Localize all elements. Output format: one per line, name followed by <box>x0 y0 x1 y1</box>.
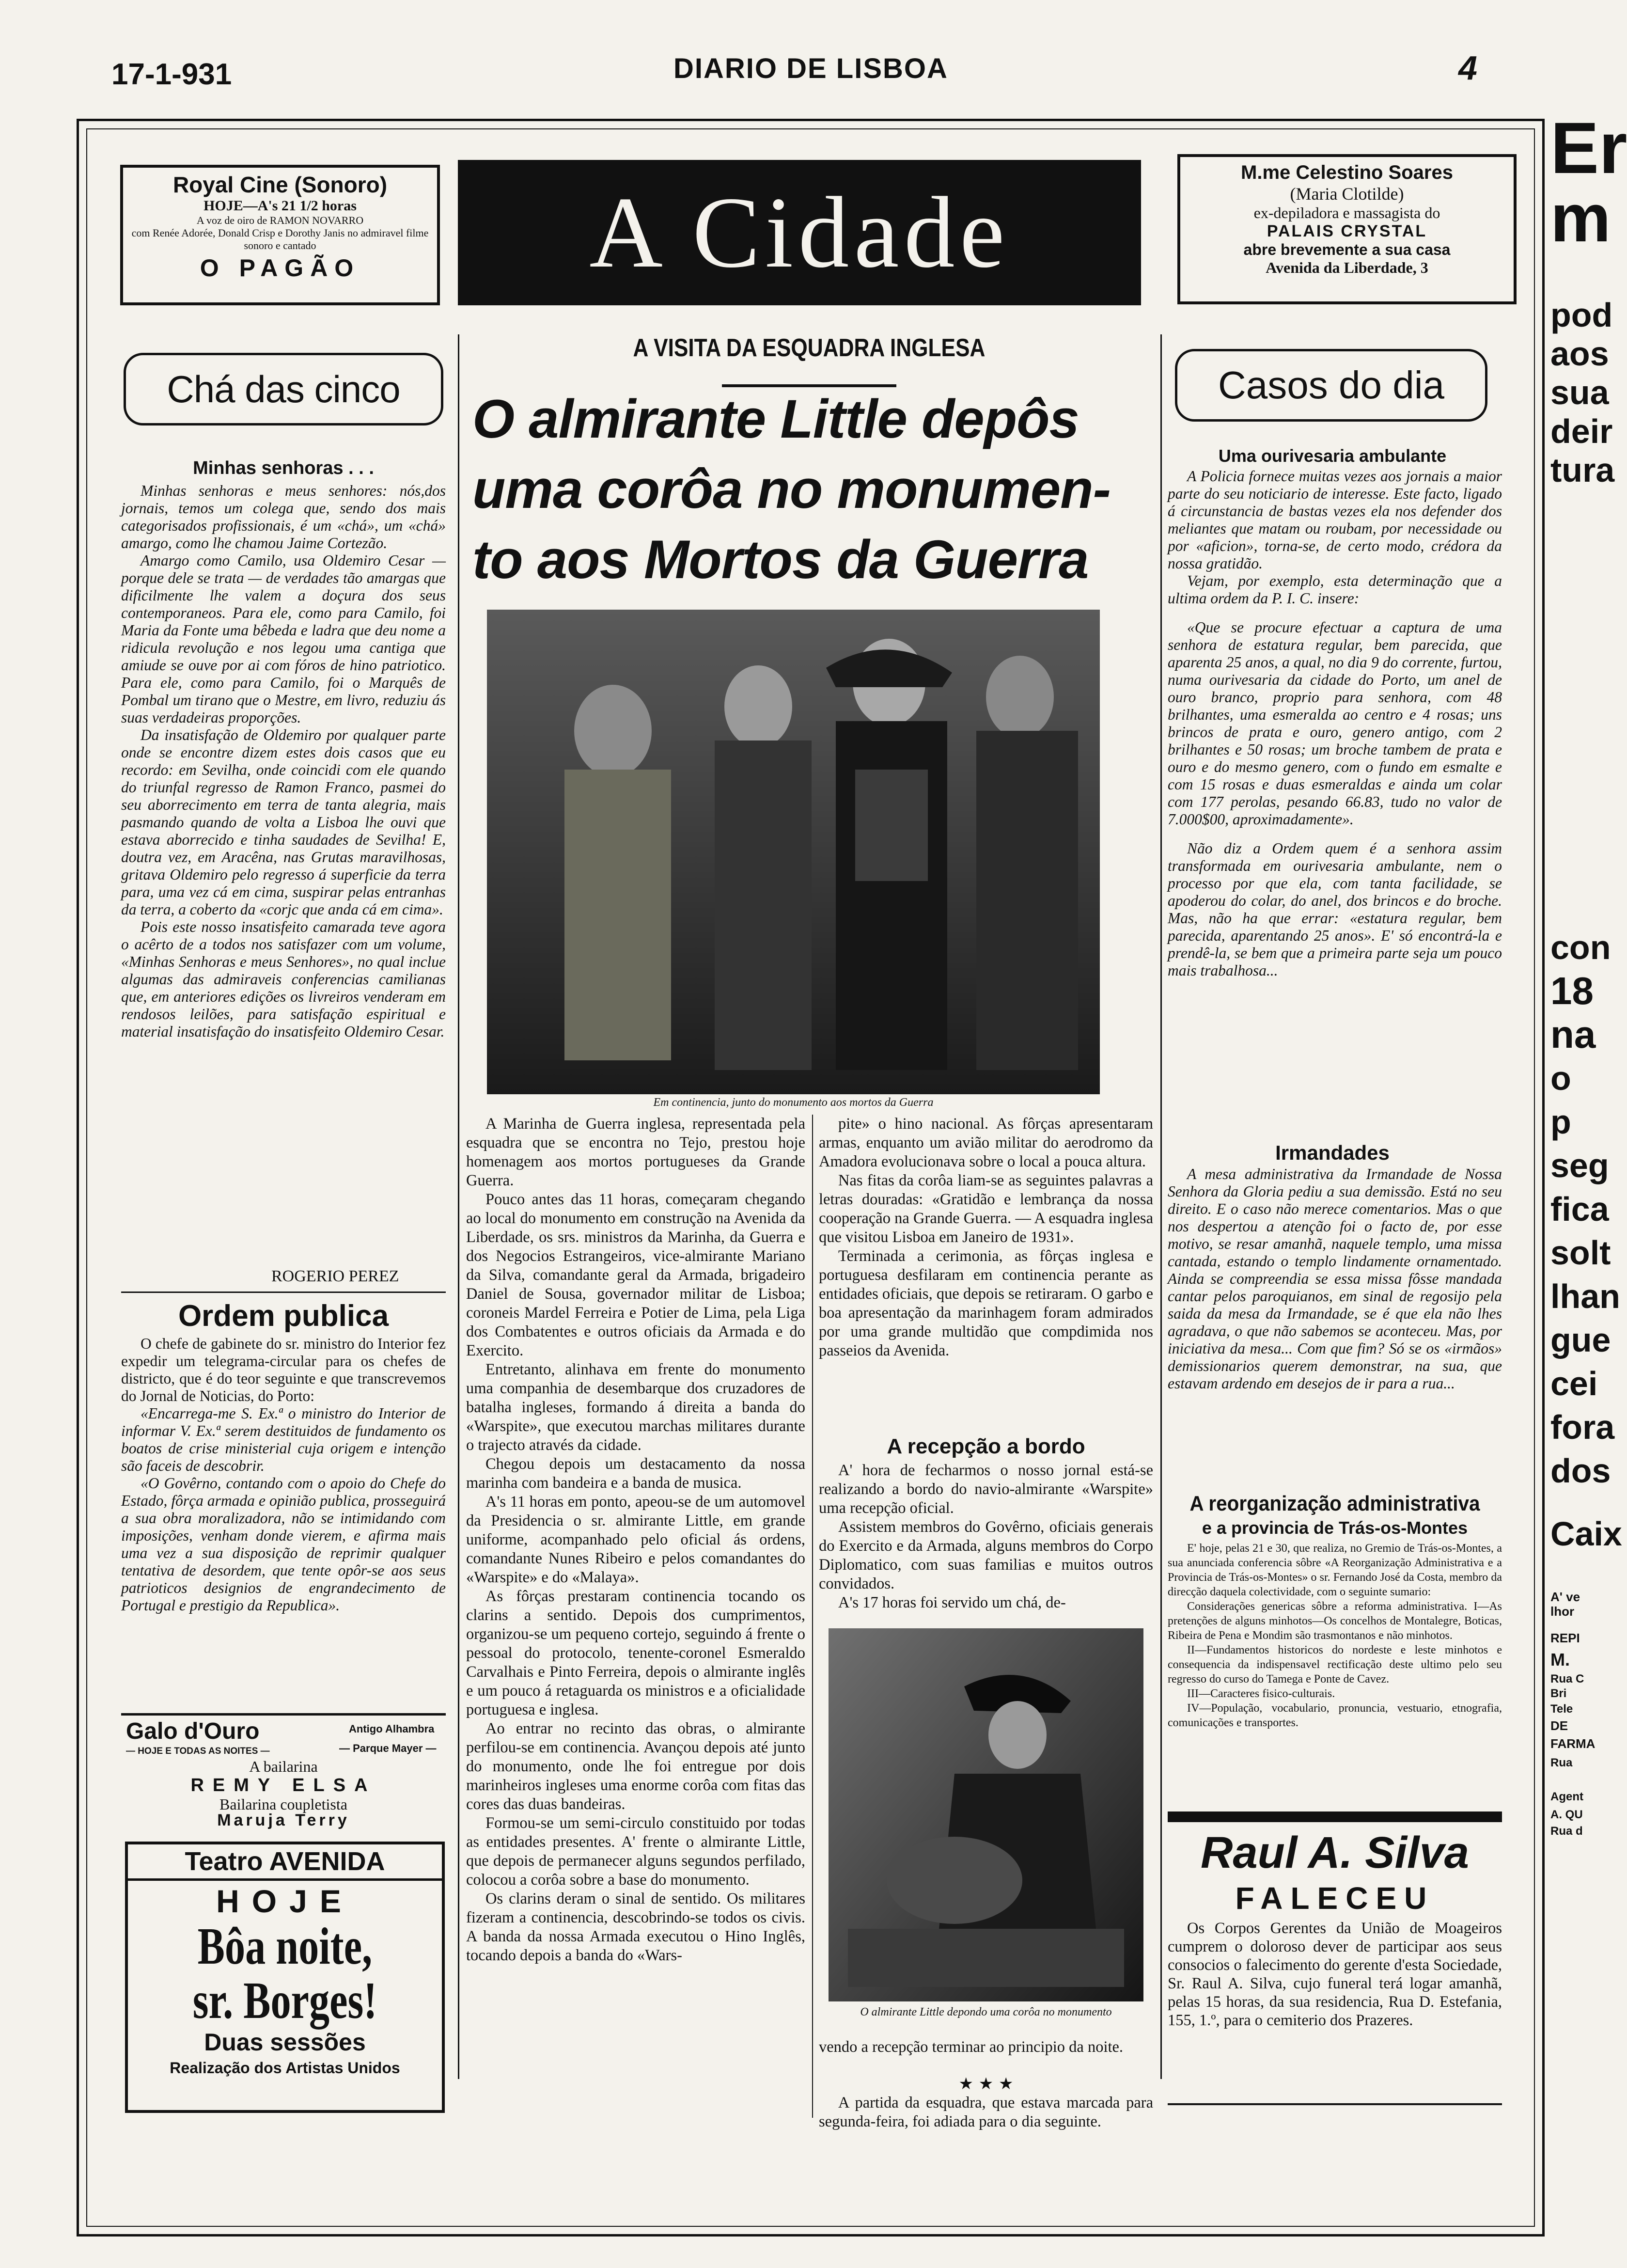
irmandades-paragraph: A mesa administrativa da Irmandade de Nossa Senhora da Gloria pediu a sua demissão. Está no seu direito. E o caso não merece comentarios. Mas o que nos despertou a atenção foi o facto de, por esse motivo, se resar amanhã, naquele templo, uma missa cantada, estando o templo lindamente ornamentado. Ainda se compreendia se essa missa fôsse mandada cantar pelos paroquianos, em sinal de regosijo pela saida da mesa da Irmandade, se é que ela não lhes agradava, o que não sabemos se aconteceu. Mas, por iniciativa da mesa... Com que fim? Só se os «irmãos» demissionarios querem demonstrar, na sua, que estavam ardendo em desejos de ir para a rua... <box>1168 1166 1502 1392</box>
cha-paragraph: Da insatisfação de Oldemiro por qualquer parte onde se encontre dizem estes dois casos que eu recordo: em Sevilha, onde coincidi com ele quando do triunfal regresso de Ramon Franco, pasmei do seu aborrecimento em terra de tanta alegria, mais pasmando quando de volta a Lisboa lhe ouvi que estava aborrecido e tinha saudades de Sevilha! E, doutra vez, em Aracêna, nas Grutas maravilhosas, gritava Oldemiro pelo regresso á superficie da terra para, uma vez cá em cima, suspirar pelas entranhas da terra, a coberto da «corjc que anda cá em cima». <box>121 726 446 918</box>
headline-line-3: to aos Mortos da Guerra <box>472 529 1089 590</box>
photo-admiral-wreath-image <box>829 1628 1143 2001</box>
ordem-text <box>121 1335 446 1614</box>
obituary-name: Raul A. Silva <box>1201 1828 1469 1877</box>
rule-left-2 <box>121 1713 446 1716</box>
ad-celestino-line2: ex-depiladora e massagista do <box>1253 204 1440 221</box>
casos-paragraph: Não diz a Ordem quem é a senhora assim transformada em ourivesaria ambulante, nem o processo por que ela, com tanta facilidade, se apoderou do colar, do anel, dos brincos e do broche. Mas, não ha que errar: «estatura regular, bem parecida, aparentando 25 anos». E' só encontrá-la e prendê-la, se bem que a primeira parte seja um pouco mais trabalhosa... <box>1168 840 1502 979</box>
article-col-2 <box>819 1115 1153 1360</box>
article-paragraph: Nas fitas da corôa liam-se as seguintes palavras a letras douradas: «Gratidão e lembrança da nossa cooperação na Grande Guerra. — A esquadra inglesa que visitou Lisboa em Janeiro de 1931». <box>819 1172 1153 1246</box>
edge-fragment: cei <box>1550 1365 1598 1402</box>
edge-fragment: seg <box>1550 1147 1609 1184</box>
ad-galo-line1: — HOJE E TODAS AS NOITES — <box>126 1746 270 1756</box>
edge-fragment: lhor <box>1550 1604 1575 1619</box>
subhead-recepcao: A recepção a bordo <box>887 1434 1085 1458</box>
cha-paragraph: Amargo como Camilo, usa Oldemiro Cesar — porque dele se trata — de verdades tão amargas que dificilmente lhe valem a doçura dos seus contemporaneos. Para ele, como para Camilo, foi Maria da Fonte uma bêbeda e ladra que deu nome a ridicula revolução e nos legou uma cantiga que amiude se ouve por ai com fóros de hino patriotico. Para ele, como para Camilo, foi o Marquês de Pombal um tirano que o Mestre, em livro, reduziu ás suas verdadeiras proporções. <box>121 552 446 726</box>
column-rule-left <box>458 334 459 2079</box>
page-date: 17-1-931 <box>111 58 232 91</box>
edge-fragment: o p <box>1550 1059 1571 1141</box>
obituary-top-rule <box>1168 1811 1502 1822</box>
edge-fragment: M. <box>1550 1650 1570 1670</box>
section-title-box <box>458 160 1141 305</box>
signature-rogerio: ROGERIO PEREZ <box>271 1267 399 1285</box>
rule-left-1 <box>121 1292 446 1293</box>
ad-celestino <box>1177 154 1517 304</box>
heading-reorganizacao: A reorganização administrativa <box>1189 1492 1480 1515</box>
heading-cha-das-cinco-box <box>124 353 443 425</box>
edge-fragment: 18 <box>1550 969 1594 1012</box>
edge-fragment: na <box>1550 1013 1596 1056</box>
edge-fragment: gue <box>1550 1321 1611 1359</box>
heading-cha-das-cinco: Chá das cinco <box>167 368 400 410</box>
kicker-esquadra-inglesa: A VISITA DA ESQUADRA INGLESA <box>633 334 986 362</box>
article-paragraph: Chegou depois um destacamento da nossa marinha com bandeira e a banda de musica. <box>466 1455 805 1492</box>
photo-ceremony-caption: Em continencia, junto do monumento aos mortos da Guerra <box>653 1096 934 1109</box>
ad-celestino-line4: abre brevemente a sua casa <box>1243 241 1451 258</box>
ad-royal-cine <box>120 165 440 305</box>
article-stars: ★ ★ ★ <box>958 2074 1014 2094</box>
article-col-1 <box>466 1115 805 1965</box>
ad-galo-line4: Maruja Terry <box>217 1811 350 1829</box>
heading-ordem-publica: Ordem publica <box>178 1299 389 1333</box>
ordem-quote: «Encarrega-me S. Ex.ª o ministro do Interior de informar V. Ex.ª serem destituidos de fundamento os boatos de crise ministerial cuja origem e intenção são faceis de descobrir. <box>121 1405 446 1474</box>
edge-fragment: con <box>1550 929 1611 966</box>
article-paragraph: A Marinha de Guerra inglesa, representada pela esquadra que se encontra no Tejo, prestou hoje homenagem aos mortos portugueses da Grande Guerra. <box>466 1115 805 1189</box>
obituary-paragraph: Os Corpos Gerentes da União de Moageiros cumprem o doloroso dever de participar aos seus consocios o falecimento do gerente d'esta Sociedade, Sr. Raul A. Silva, cujo funeral terá logar amanhã, pelas 15 horas, da sua residencia, Rua D. Estefania, 155, 1.º, para o cemiterio dos Prazeres. <box>1168 1920 1502 2029</box>
reorg-paragraph: IV—População, vocabulario, pronuncia, vestuario, etnografia, comunicações e transportes. <box>1168 1702 1502 1729</box>
ordem-quote: «O Govêrno, contando com o apoio do Chefe do Estado, fôrça armada e opinião publica, prosseguirá a sua obra moralizadora, não se intimidando com imposições, venham donde vierem, e afirma mais uma vez a sua disposição de reprimir qualquer tentativa de desordem, que tente opôr-se aos seus patrioticos designios de engrandecimento de Portugal e prestigio da Republica». <box>121 1475 446 1614</box>
ad-royal-line3: com Renée Adorée, Donald Crisp e Dorothy Janis no admiravel filme sonoro e cantado <box>131 227 429 252</box>
edge-fragment: fora <box>1550 1408 1615 1446</box>
newspaper-name: DIARIO DE LISBOA <box>673 53 948 84</box>
edge-fragment: dos <box>1550 1452 1611 1490</box>
cha-paragraph: Pois este nosso insatisfeito camarada teve agora o acêrto de a todos nos satisfazer com um volume, «Minhas Senhoras e meus Senhores», no qual inclue algumas das admiraveis conferencias camilianas que, em anteriores edições os livreiros venderam em rendosos leilões, para satisfação espiritual e material insatisfação do insatisfeito Oldemiro Cesar. <box>121 918 446 1040</box>
reorg-paragraph: Considerações genericas sôbre a reforma administrativa. I—As pretenções de alguns minhotos—Os concelhos de Montalegre, Boticas, Ribeira de Pena e Mondim são trasmontanos e não minhotos. <box>1168 1600 1502 1642</box>
column-rule-right <box>1160 334 1162 2079</box>
ordem-intro: O chefe de gabinete do sr. ministro do Interior fez expedir um telegrama-circular para os chefes de districto, que é do teor seguinte e que transcrevemos do Jornal de Noticias, do Porto: <box>121 1335 446 1404</box>
edge-fragment: pod <box>1550 296 1613 334</box>
edge-fragment: Agent <box>1550 1790 1583 1803</box>
ad-celestino-name: M.me Celestino Soares <box>1241 162 1453 183</box>
edge-fragment: A' ve <box>1550 1590 1580 1604</box>
ad-galo-side-bottom: — Parque Mayer — <box>339 1742 437 1754</box>
edge-fragment: A. QU <box>1550 1808 1583 1821</box>
photo-ceremony-image <box>487 610 1100 1094</box>
article-paragraph: A's 11 horas em ponto, apeou-se de um automovel da Presidencia o sr. almirante Little, em grande uniforme, acompanhado pelo oficial ás ordens, comandante Nunes Ribeiro e pelos comandantes do «Warspite» e do «Malaya». <box>466 1493 805 1586</box>
casos-quote: «Que se procure efectuar a captura de uma senhora de estatura regular, bem parecida, que aparenta 25 anos, a qual, no dia 9 do corrente, furtou, numa ourivesaria da cidade do Porto, um anel de ouro branco, proprio para senhora, com 48 brilhantes, uma esmeralda ao centro e 4 rosas; uns brincos de prata e ouro, genero antigo, com 2 brilhantes e 50 rosas; um broche tambem de prata e ouro e do mesmo genero, com o fundo em esmalte e com 15 rosas e duas esmeraldas e ainda um colar com 177 perolas, pesando 66.83, tudo no valor de 7.000$00, aproximadamente». <box>1168 619 1502 828</box>
article-paragraph: Pouco antes das 11 horas, começaram chegando ao local do monumento em construção na Avenida da Liberdade, os srs. ministros da Marinha, da Guerra e dos Negocios Estrangeiros, vice-almirante Mariano da Silva, comandante geral da Armada, brigadeiro Daniel de Sousa, governador militar de Lisboa; coroneis Mardel Ferreira e Potier de Lima, pela Liga dos Combatentes e outros oficiais da Armada e do Exercito. <box>466 1191 805 1359</box>
ad-galo-title: Galo d'Ouro <box>126 1718 260 1744</box>
article-paragraph: A's 17 horas foi servido um chá, de- <box>838 1594 1066 1611</box>
reorg-paragraph: II—Fundamentos historicos do nordeste e leste minhotos e consequencia da indispensavel rectificação deste ultimo pelo seu regresso do curso do Tamega e Ponte de Cavez. <box>1168 1644 1502 1685</box>
edge-fragment: aos <box>1550 335 1609 373</box>
kicker-ornament <box>722 384 896 387</box>
edge-fragments <box>1550 107 1627 2253</box>
article-paragraph: Formou-se um semi-circulo constituido por todas as entidades presentes. A' frente o almirante Little, que depois de permanecer alguns segundos perfilado, colocou a corôa sobre a base do monumento. <box>466 1814 805 1889</box>
ad-royal-title: Royal Cine (Sonoro) <box>172 172 388 197</box>
ad-royal-line1: HOJE—A's 21 1/2 horas <box>203 198 357 214</box>
photo-ceremony <box>487 610 1100 1094</box>
subheading-reorganizacao: e a provincia de Trás-os-Montes <box>1202 1518 1468 1538</box>
subhead-ourivesaria: Uma ourivesaria ambulante <box>1218 446 1447 466</box>
irmandades-text <box>1168 1166 1502 1392</box>
article-col-2b <box>819 1461 1153 1612</box>
reorganizacao-text <box>1168 1541 1502 1730</box>
heading-casos-do-dia: Casos do dia <box>1218 363 1444 407</box>
ad-celestino-line1: (Maria Clotilde) <box>1290 184 1404 204</box>
heading-casos-do-dia-box <box>1175 349 1487 422</box>
edge-fragment: solt <box>1550 1234 1611 1272</box>
edge-fragment: Tele <box>1550 1702 1573 1716</box>
edge-fragment: tura <box>1550 451 1615 489</box>
headline-line-1: O almirante Little depôs <box>472 389 1079 449</box>
ad-galo-line2: A bailarina <box>249 1758 318 1775</box>
ad-teatro-sessions: Duas sessões <box>204 2029 366 2056</box>
ad-galo-star: REMY ELSA <box>190 1775 376 1796</box>
reorg-paragraph: E' hoje, pelas 21 e 30, que realiza, no Gremio de Trás-os-Montes, a sua anunciada conferencia sôbre «A Reorganização Administrativa e a Provincia de Trás-os-Montes» o sr. Fernando José da Costa, membro da direcção daquela colectividade, com o seguinte sumario: <box>1168 1542 1502 1598</box>
subhead-minhas-senhoras: Minhas senhoras . . . <box>193 458 374 478</box>
obituary-text <box>1168 1919 1502 2030</box>
edge-fragment: lhan <box>1550 1277 1620 1315</box>
edge-fragment: Rua <box>1550 1756 1573 1769</box>
reorg-paragraph: III—Caracteres fisico-culturais. <box>1187 1687 1335 1700</box>
edge-fragment: sua <box>1550 374 1609 411</box>
edge-fragment: m <box>1550 180 1611 256</box>
edge-fragment: Rua C <box>1550 1672 1584 1685</box>
ad-celestino-line5: Avenida da Liberdade, 3 <box>1266 259 1428 276</box>
subhead-irmandades: Irmandades <box>1275 1141 1390 1164</box>
obituary-bottom-rule <box>1168 2103 1502 2105</box>
edge-fragment: Caix <box>1550 1515 1622 1553</box>
photo-admiral-caption: O almirante Little depondo uma corôa no monumento <box>860 2006 1112 2018</box>
article-paragraph: Terminada a cerimonia, as fôrças inglesa e portuguesa desfilaram em continencia perante as entidades oficiais, que depois se retiraram. O garbo e boa apresentação da marinhagem foram admirados por uma grande multidão que compdimida nos passeios da Avenida. <box>819 1247 1153 1359</box>
page-number: 4 <box>1458 49 1477 87</box>
column-rule-center <box>812 1115 813 2118</box>
article-paragraph: pite» o hino nacional. As fôrças apresentaram armas, enquanto um avião militar do aerodromo da Amadora evolucionava sobre o local a pouca altura. <box>819 1115 1153 1170</box>
ad-galo-line3: Bailarina coupletista <box>219 1796 347 1813</box>
edge-fragment: fica <box>1550 1190 1609 1228</box>
article-col-2c <box>819 2038 1153 2057</box>
edge-fragment: deir <box>1550 412 1613 450</box>
obituary-word: FALECEU <box>1235 1881 1435 1916</box>
article-paragraph: Os clarins deram o sinal de sentido. Os militares fizeram a continencia, descobrindo-se todos os civis. A banda da nossa Armada executou o Hino Inglês, tocando depois a banda do «Wars- <box>466 1890 805 1964</box>
article-paragraph: Assistem membros do Govêrno, oficiais generais do Exercito e da Armada, alguns membros do Corpo Diplomatico, com suas familias e muitos outros convidados. <box>819 1518 1153 1592</box>
headline-line-2: uma corôa no monumen- <box>472 459 1111 520</box>
article-paragraph: Ao entrar no recinto das obras, o almirante perfilou-se em continencia. Avançou depois até junto do monumento, onde lhe foi entregue por dois marinheiros ingleses uma enorme corôa com fitas das cores das duas bandeiras. <box>466 1720 805 1813</box>
edge-fragment: FARMA <box>1550 1736 1596 1751</box>
edge-fragment: Er <box>1550 107 1627 189</box>
ad-teatro-today: HOJE <box>216 1883 354 1919</box>
ad-royal-film: O PAGÃO <box>200 254 360 282</box>
ad-galo-side-top: Antigo Alhambra <box>349 1723 435 1735</box>
ad-celestino-line3: PALAIS CRYSTAL <box>1267 222 1427 240</box>
casos-text <box>1168 468 1502 979</box>
article-paragraph: vendo a recepção terminar ao principio da noite. <box>819 2038 1124 2056</box>
edge-fragment: Rua d <box>1550 1825 1583 1838</box>
casos-paragraph: A Policia fornece muitas vezes aos jornais a maior parte do seu noticiario de interesse. Este facto, ligado á circunstancia de bastas vezes ela nos defender dos meliantes que matam ou roubam, por necessidade ou por «aficion», torna-se, de certo modo, crédora da nossa gratidão. <box>1168 468 1502 572</box>
article-paragraph: A partida da esquadra, que estava marcada para segunda-feira, foi adiada para o dia seguinte. <box>819 2094 1153 2130</box>
ad-teatro-title: Teatro AVENIDA <box>128 1844 442 1881</box>
article-col-2d <box>819 2094 1153 2131</box>
ad-royal-line2: A voz de oiro de RAMON NOVARRO <box>196 214 364 226</box>
ad-teatro-play-2: sr. Borges! <box>192 1972 377 2030</box>
article-paragraph: Entretanto, alinhava em frente do monumento uma companhia de desembarque dos cruzadores de batalha ingleses, formando á direita a banda do «Warspite», que executou marchas militares durante o trajecto através da cidade. <box>466 1361 805 1454</box>
edge-fragment: Bri <box>1550 1687 1567 1700</box>
ad-teatro-avenida <box>125 1842 445 2113</box>
ad-teatro-credit: Realização dos Artistas Unidos <box>170 2059 400 2077</box>
casos-paragraph: Vejam, por exemplo, esta determinação que a ultima ordem da P. I. C. insere: <box>1168 572 1502 607</box>
photo-admiral-wreath <box>829 1628 1143 2001</box>
ad-teatro-play-1: Bôa noite, <box>197 1918 373 1975</box>
article-paragraph: As fôrças prestaram continencia tocando os clarins a sentido. Depois dos cumprimentos, organizou-se um pequeno cortejo, seguindo á frente o pessoal do protocolo, tenente-coronel Esmeraldo Carvalhais e Pinto Ferreira, depois o almirante inglês e um pouco á retaguarda os ministros e a oficialidade portuguesa e inglesa. <box>466 1588 805 1718</box>
column-cha-text <box>121 482 446 1040</box>
edge-fragment: REPI <box>1550 1631 1580 1645</box>
ad-galo-douro <box>121 1718 446 1829</box>
article-paragraph: A' hora de fecharmos o nosso jornal está-se realizando a bordo do navio-almirante «Warspite» uma recepção oficial. <box>819 1462 1153 1517</box>
cha-paragraph: Minhas senhoras e meus senhores: nós,dos jornais, temos um colega que, sendo dos mais categorisados profissionais, é um «chá», um «chá» amargo, como lhe chamou Jaime Cortezão. <box>121 482 446 551</box>
section-title: A Cidade <box>589 176 1010 289</box>
edge-fragment: DE <box>1550 1718 1568 1733</box>
